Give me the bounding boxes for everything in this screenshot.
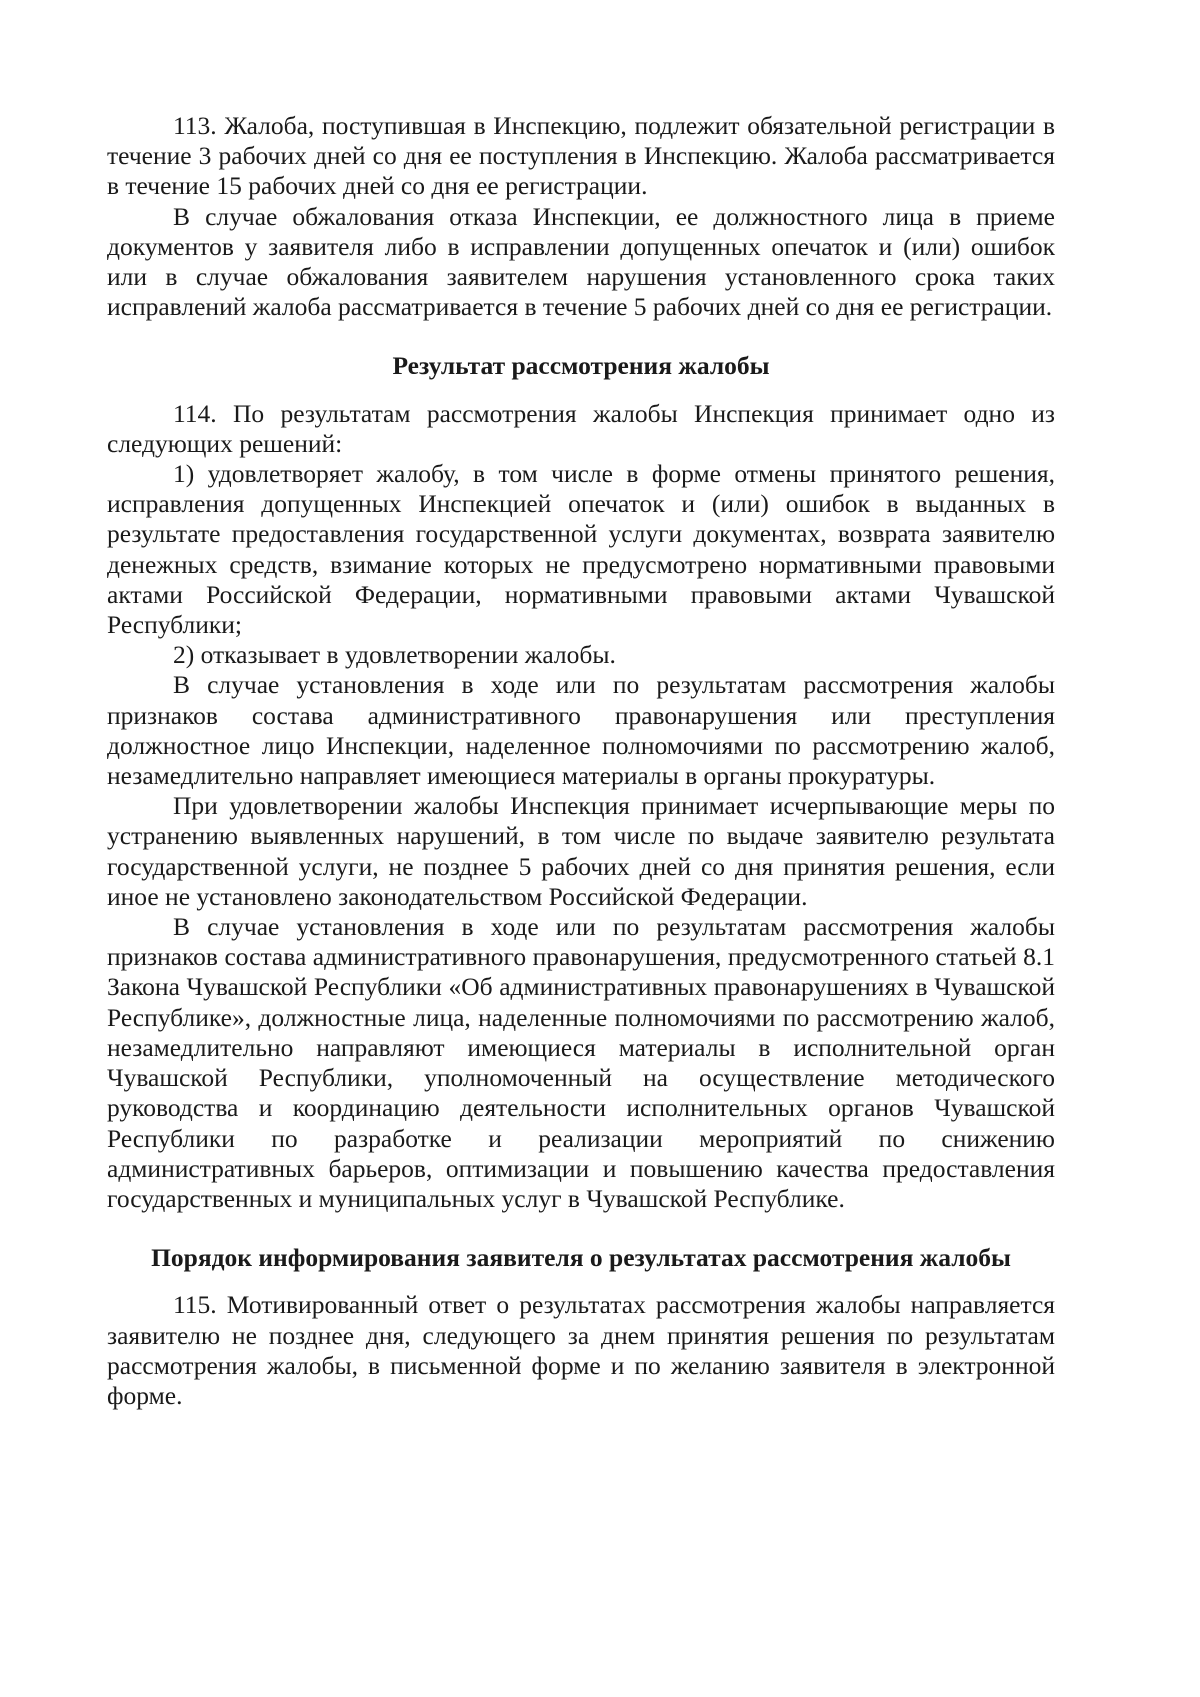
paragraph-114-remedy-measures: При удовлетворении жалобы Инспекция принимает исчерпывающие меры по устранению выявленных нарушений, в том числе по выдаче заявителю результата государственной услуги, не позднее 5 рабочих дней со дня принятия решения, если иное не установлено законодательством Российской Федерации. xyxy=(107,791,1055,911)
paragraph-114-refuse: 2) отказывает в удовлетворении жалобы. xyxy=(173,640,616,670)
paragraph-113-refusal-appeal: В случае обжалования отказа Инспекции, ее должностного лица в приеме документов у заявителя либо в исправлении допущенных опечаток и (или) ошибок или в случае обжалования заявителем нарушения установленного срока таких исправлений жалоба рассматривается в течение 5 рабочих дней со дня ее регистрации. xyxy=(107,201,1055,322)
paragraph-114-article-8-1: В случае установления в ходе или по результатам рассмотрения жалобы признаков состава административного правонарушения, предусмотренного статьей 8.1 Закона Чувашской Республики «Об административных правонарушениях в Чувашской Республике», должностные лица, наделенные полномочиями по рассмотрению жалоб, незамедлительно направляют имеющиеся материалы в исполнительной орган Чувашской Республики, уполномоченный на осуществление методического руководства и координацию деятельности исполнительных органов Чувашской Республики по разработке и реализации мероприятий по снижению административных барьеров, оптимизации и повышению качества предоставления государственных и муниципальных услуг в Чувашской Республике. xyxy=(107,912,1055,1213)
paragraph-114-prosecutor: В случае установления в ходе или по результатам рассмотрения жалобы признаков состава административного правонарушения или преступления должностное лицо Инспекции, наделенное полномочиями по рассмотрению жалоб, незамедлительно направляет имеющиеся материалы в органы прокуратуры. xyxy=(107,670,1055,791)
paragraph-114-satisfy: 1) удовлетворяет жалобу, в том числе в форме отмены принятого решения, исправления допущенных Инспекцией опечаток и (или) ошибок в выданных в результате предоставления государственной услуги документах, возврата заявителю денежных средств, взимание которых не предусмотрено нормативными правовыми актами Российской Федерации, нормативными правовыми актами Чувашской Республики; xyxy=(107,459,1055,640)
paragraph-115-reasoned-response: 115. Мотивированный ответ о результатах рассмотрения жалобы направляется заявителю не позднее дня, следующего за днем принятия решения по результатам рассмотрения жалобы, в письменной форме и по желанию заявителя в электронной форме. xyxy=(107,1290,1055,1410)
heading-complaint-result: Результат рассмотрения жалобы xyxy=(392,351,770,381)
paragraph-114-decisions: 114. По результатам рассмотрения жалобы Инспекция принимает одно из следующих решений: xyxy=(107,398,1055,458)
document-page xyxy=(107,111,1055,1411)
paragraph-113-registration: 113. Жалоба, поступившая в Инспекцию, подлежит обязательной регистрации в течение 3 рабочих дней со дня ее поступления в Инспекцию. Жалоба рассматривается в течение 15 рабочих дней со дня ее регистрации. xyxy=(107,111,1055,201)
heading-informing-applicant: Порядок информирования заявителя о результатах рассмотрения жалобы xyxy=(151,1243,1011,1273)
